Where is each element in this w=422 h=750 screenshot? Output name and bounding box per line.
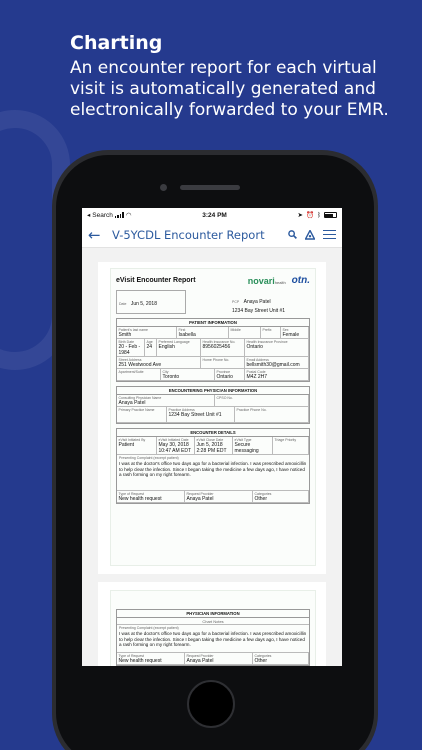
signal-icon	[115, 212, 124, 218]
search-icon[interactable]	[288, 230, 297, 239]
recycle-icon[interactable]	[305, 230, 315, 240]
alarm-icon: ⏰	[305, 212, 315, 219]
encounter-details-section: ENCOUNTER DETAILS eVisit Initiated By Patient eVisit Initiated Date May 30, 2018 10:47 AM EDT eVisit Close Date Jun 5, 2018 2:28 PM EDT eVisit Type Secure messaging Triage Priority Presenting Complaint (excerpt patient) I was at the doctor's office two days ago for a bacterial infection. I was prescribed amoxicillin to help clear the infection. Since I began taking the medicine a few days ago, I have noticed a rash forming on my right forearm. Type of Request New health request Request Provider Anaya Patel Categories Other	[116, 428, 310, 504]
back-arrow-icon[interactable]: ←	[88, 225, 101, 244]
home-button[interactable]	[187, 680, 235, 728]
physician-information-section: ENCOUNTERING PHYSICIAN INFORMATION Consulting Physician Name Anaya Patel CPSO No. Primary Practice Name Practice Address 1234 Bay Street Unit #1 Practice Phone No.	[116, 386, 310, 424]
status-bar	[82, 208, 342, 222]
page-title: V-5YCDL Encounter Report	[112, 227, 265, 242]
presenting-complaint: I was at the doctor's office two days ago for a bacterial infection. I was prescribed amoxicillin to help clear the infection. Since I began taking the medicine a few days ago, I have noticed a rash forming on my right forearm.	[119, 461, 307, 478]
report-date: Jun 5, 2018	[130, 301, 157, 307]
report-page-1	[98, 262, 326, 574]
pcp-name: Anaya Patel	[243, 299, 271, 305]
back-to-app-icon[interactable]: ◂	[87, 212, 91, 219]
menu-icon[interactable]	[323, 230, 336, 240]
otn-logo: otn.	[291, 275, 310, 286]
back-to-app-label[interactable]: Search	[92, 211, 113, 219]
report-title: eVisit Encounter Report	[116, 277, 196, 284]
encounter-report-document	[110, 268, 316, 566]
promo-subtitle: An encounter report for each virtual visit is automatically generated and electronically forwarded to your EMR.	[70, 58, 389, 120]
patient-information-section: PATIENT INFORMATION Patient's last name Smith First Isabella Middle Prefix Sex Female Birth Date 20 - Feb - 1984 Age 24 Preferred Language English Health Insurance No. 8956025456 Health Insurance Province Ontario Street Address 251 Westwood Ave Home Phone No. Email Address bellsmith30@gmail.com Apartment/Suite City Toronto Province Ontario Postal Code M4Z 2H7	[116, 318, 310, 382]
novari-logo: novarihealth	[247, 275, 286, 286]
report-header-info: Date Jun 5, 2018 PCP Anaya Patel 1234 Bay Street Unit #1	[111, 290, 315, 314]
earpiece-speaker	[180, 185, 240, 190]
pcp-address: 1234 Bay Street Unit #1	[232, 308, 286, 314]
physician-notes-section: PHYSICIAN INFORMATION Chart Notes Presenting Complaint (excerpt patient) I was at the doctor's office two days ago for a bacterial infection. I was prescribed amoxicillin to help clear the infection. Since I began taking the medicine a few days ago, I have noticed a rash forming on my right forearm. Type of Request New health request Request Provider Anaya Patel Categories Other	[116, 609, 310, 666]
battery-icon	[324, 212, 337, 218]
app-screen	[82, 208, 342, 666]
wifi-icon: ◠	[125, 212, 132, 219]
location-icon: ➤	[297, 212, 303, 219]
front-camera	[160, 184, 167, 191]
navigation-bar	[82, 222, 342, 248]
chart-notes-complaint: I was at the doctor's office two days ago for a bacterial infection. I was prescribed amoxicillin to help clear the infection. Since I began taking the medicine a few days ago, I have noticed a rash forming on my right forearm.	[119, 631, 307, 648]
promo-title: Charting	[70, 32, 163, 54]
bluetooth-icon: ᛒ	[317, 211, 321, 219]
status-time: 3:24 PM	[202, 211, 227, 219]
report-page-2	[98, 582, 326, 666]
physician-notes-document	[110, 590, 316, 666]
